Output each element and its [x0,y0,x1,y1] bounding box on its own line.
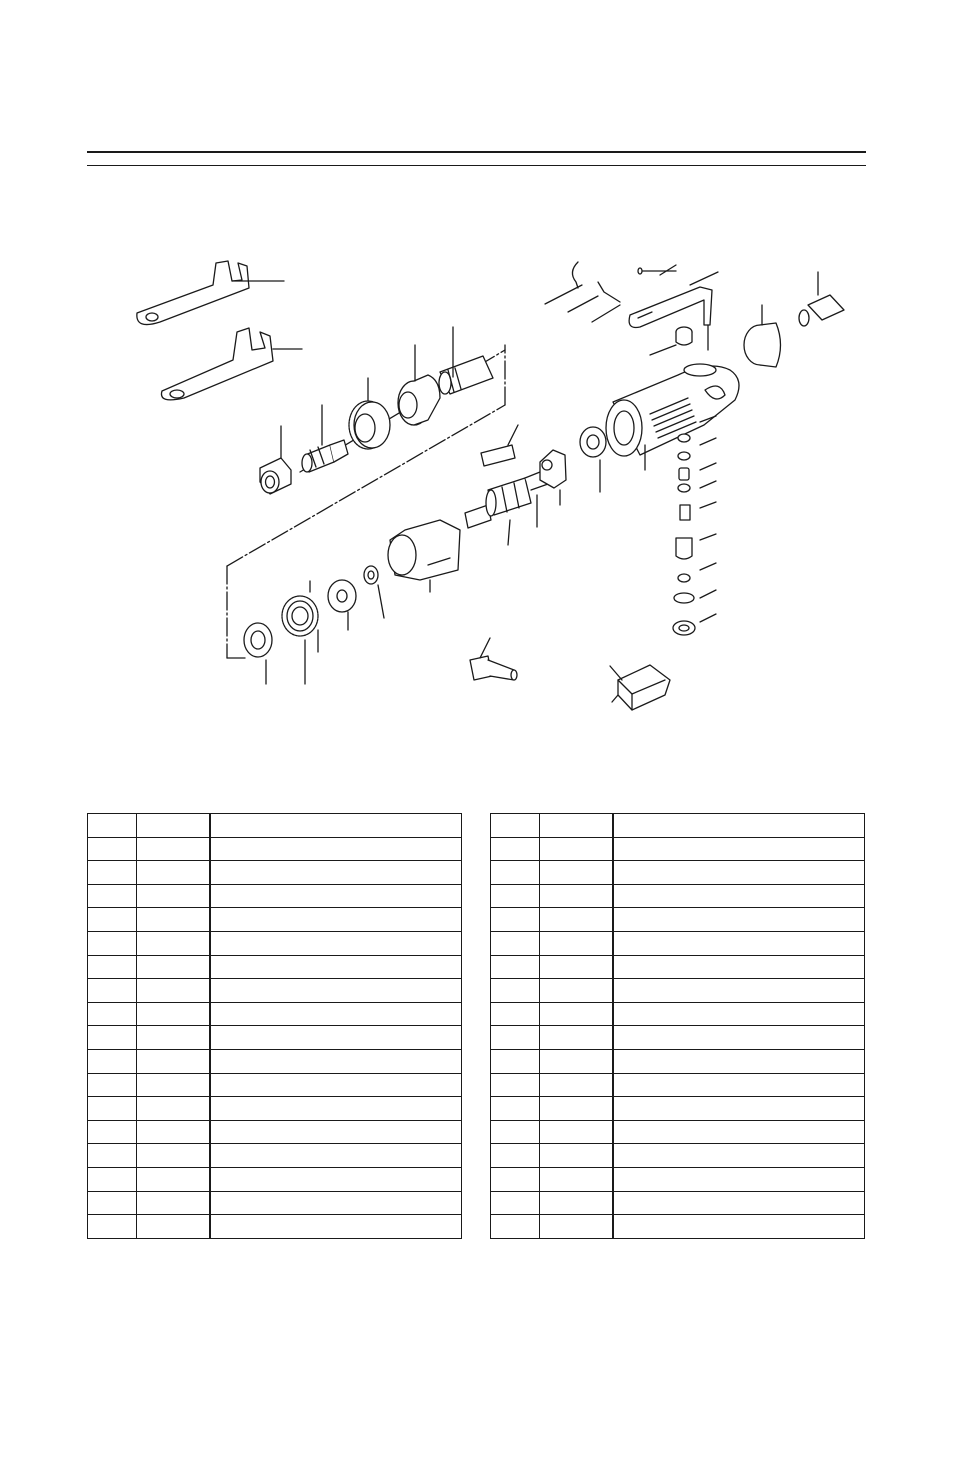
part-description-cell [613,861,865,885]
part-code-cell [137,1120,211,1144]
plate-icon [328,580,356,630]
part-code-cell [137,1073,211,1097]
part-code-cell [540,1073,614,1097]
oiler-icon [610,665,670,710]
wrench-icon [161,328,302,400]
part-number-cell [491,1120,540,1144]
part-number-cell [88,1191,137,1215]
table-row [88,1097,462,1121]
part-number-cell [88,1167,137,1191]
part-description-cell [613,1002,865,1026]
part-description-cell [210,1120,462,1144]
collet-icon [302,405,348,472]
part-number-cell [88,1120,137,1144]
table-row [491,1097,865,1121]
part-number-cell [491,979,540,1003]
part-number-cell [88,1049,137,1073]
table-row [88,931,462,955]
part-number-cell [491,1215,540,1239]
part-code-cell [540,1144,614,1168]
table-row [491,861,865,885]
part-description-cell [613,955,865,979]
parts-list-body-left [88,814,462,1239]
cylinder-icon [388,520,460,592]
shaft-icon [439,327,493,394]
table-row [88,979,462,1003]
part-number-cell [88,979,137,1003]
table-row [491,955,865,979]
part-description-cell [210,1144,462,1168]
part-code-cell [137,837,211,861]
part-code-cell [540,1167,614,1191]
wrench-icon [137,261,284,325]
part-code-cell [540,837,614,861]
parts-list-table-left [87,813,462,1239]
table-row [88,1073,462,1097]
part-number-cell [491,837,540,861]
part-description-cell [613,1097,865,1121]
part-number-cell [88,955,137,979]
part-number-cell [491,1002,540,1026]
part-description-cell [613,1120,865,1144]
part-description-cell [613,837,865,861]
table-row [88,1120,462,1144]
part-description-cell [613,814,865,838]
part-number-cell [491,1097,540,1121]
part-code-cell [137,908,211,932]
washer-icon [364,566,384,618]
part-description-cell [210,955,462,979]
table-row [491,837,865,861]
part-description-cell [613,1073,865,1097]
table-row [491,1120,865,1144]
table-row [88,955,462,979]
table-row [491,1215,865,1239]
part-number-cell [491,1049,540,1073]
part-code-cell [540,908,614,932]
cap-icon [398,345,440,425]
part-number-cell [88,1144,137,1168]
housing-icon [606,364,739,470]
part-number-cell [88,1002,137,1026]
table-row [491,884,865,908]
table-row [491,1191,865,1215]
part-code-cell [137,979,211,1003]
part-number-cell [491,1144,540,1168]
part-description-cell [210,908,462,932]
part-number-cell [88,1097,137,1121]
table-row [88,1002,462,1026]
part-code-cell [540,861,614,885]
table-row [88,1191,462,1215]
part-code-cell [137,1215,211,1239]
part-number-cell [88,1073,137,1097]
part-description-cell [210,1097,462,1121]
nut-icon [282,581,318,652]
part-number-cell [88,1215,137,1239]
part-number-cell [88,1026,137,1050]
part-code-cell [540,931,614,955]
valve-icon [673,416,716,635]
part-description-cell [210,1002,462,1026]
part-description-cell [210,1167,462,1191]
part-number-cell [88,861,137,885]
blade-icon [481,425,518,466]
part-code-cell [137,1097,211,1121]
table-row [88,814,462,838]
part-code-cell [540,1049,614,1073]
part-description-cell [210,1191,462,1215]
part-code-cell [540,979,614,1003]
part-description-cell [613,884,865,908]
plate-icon [537,450,566,527]
bearing-icon [580,427,606,492]
part-description-cell [613,1026,865,1050]
part-number-cell [491,884,540,908]
parts-list-body-right [491,814,865,1239]
table-row [88,1167,462,1191]
part-number-cell [491,1191,540,1215]
table-row [491,979,865,1003]
part-description-cell [210,1215,462,1239]
part-number-cell [88,884,137,908]
table-row [491,1026,865,1050]
part-code-cell [540,1026,614,1050]
part-code-cell [137,955,211,979]
part-number-cell [491,931,540,955]
fitting-icon [799,272,844,326]
table-row [88,884,462,908]
valve-icon [650,327,692,355]
part-description-cell [210,979,462,1003]
part-number-cell [491,1026,540,1050]
part-code-cell [540,1097,614,1121]
bushing-icon [470,638,517,680]
table-row [88,908,462,932]
table-row [491,814,865,838]
part-description-cell [210,884,462,908]
part-number-cell [88,814,137,838]
part-description-cell [613,1191,865,1215]
part-number-cell [491,861,540,885]
part-description-cell [613,979,865,1003]
table-row [88,837,462,861]
table-row [491,1167,865,1191]
part-code-cell [137,1144,211,1168]
rotor-icon [465,470,548,545]
table-row [491,1002,865,1026]
table-row [88,1049,462,1073]
part-code-cell [137,814,211,838]
part-description-cell [210,837,462,861]
ring-icon [349,378,390,449]
part-number-cell [88,931,137,955]
part-description-cell [210,1026,462,1050]
part-description-cell [613,1215,865,1239]
part-description-cell [613,1049,865,1073]
part-number-cell [491,955,540,979]
parts-list-table-right [490,813,865,1239]
part-code-cell [540,955,614,979]
part-number-cell [491,814,540,838]
part-code-cell [540,1002,614,1026]
part-code-cell [540,1215,614,1239]
nut-icon [260,426,291,494]
cap-icon [744,305,781,367]
part-code-cell [137,1002,211,1026]
part-code-cell [137,861,211,885]
part-description-cell [210,1049,462,1073]
part-code-cell [137,1167,211,1191]
table-row [491,1049,865,1073]
table-row [88,861,462,885]
part-number-cell [88,908,137,932]
part-code-cell [540,1191,614,1215]
table-row [491,931,865,955]
part-code-cell [137,1191,211,1215]
table-row [491,908,865,932]
table-row [88,1144,462,1168]
part-description-cell [613,931,865,955]
part-code-cell [137,931,211,955]
table-row [88,1215,462,1239]
part-description-cell [613,1167,865,1191]
part-code-cell [540,814,614,838]
table-row [491,1073,865,1097]
part-description-cell [210,1073,462,1097]
part-code-cell [540,1120,614,1144]
part-number-cell [491,1167,540,1191]
part-number-cell [88,837,137,861]
part-description-cell [613,1144,865,1168]
table-row [88,1026,462,1050]
part-description-cell [210,861,462,885]
part-code-cell [137,884,211,908]
part-code-cell [137,1049,211,1073]
part-code-cell [137,1026,211,1050]
part-description-cell [210,814,462,838]
table-row [491,1144,865,1168]
assembly-axis-lines [227,345,505,658]
part-description-cell [613,908,865,932]
part-number-cell [491,1073,540,1097]
part-description-cell [210,931,462,955]
part-code-cell [540,884,614,908]
part-number-cell [491,908,540,932]
